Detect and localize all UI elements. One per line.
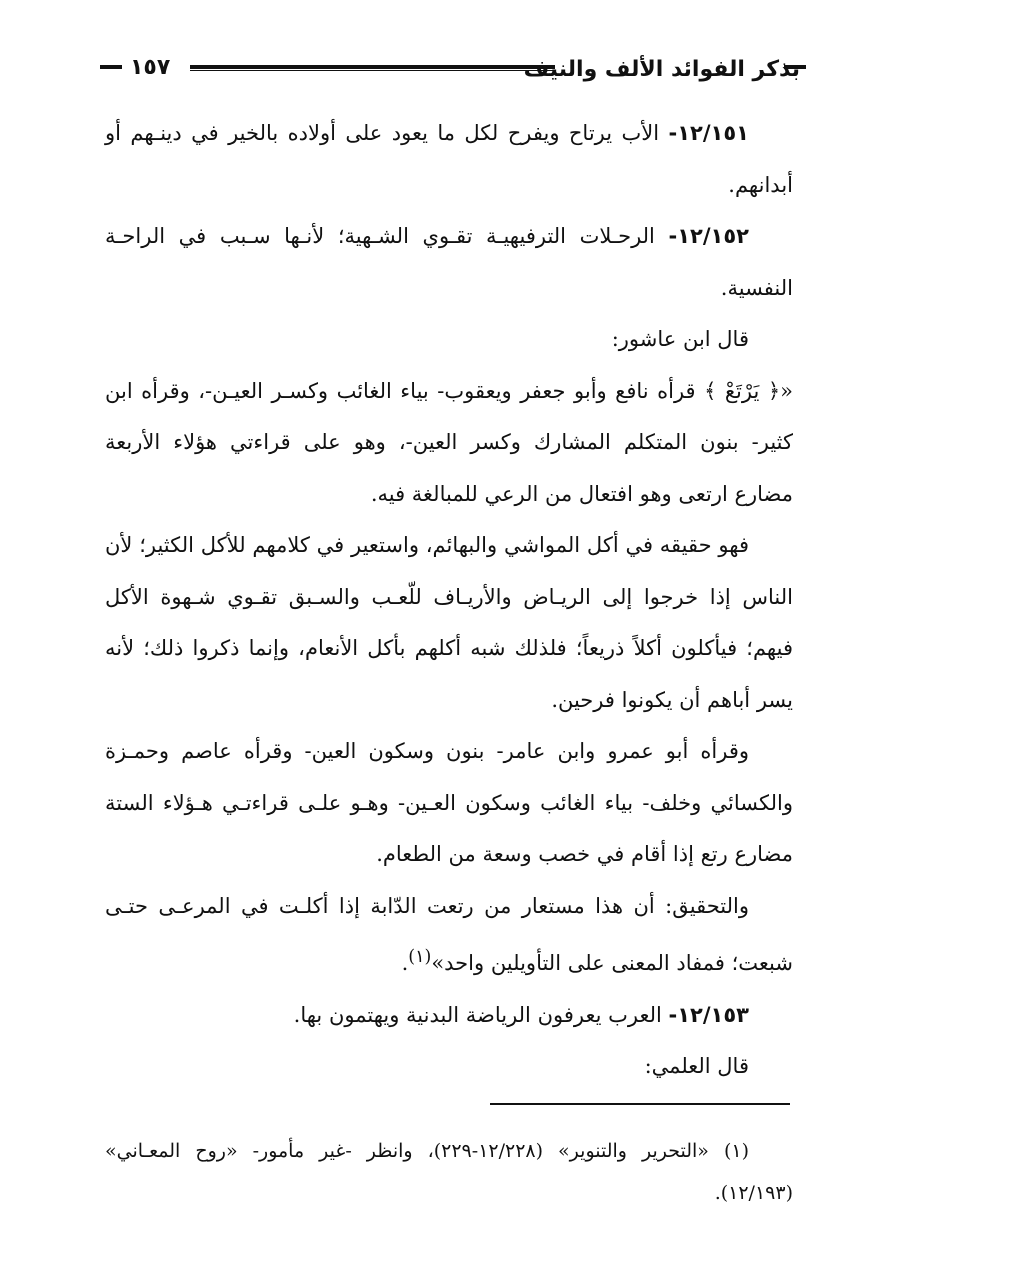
header-dash-left — [100, 65, 122, 69]
footnote-separator — [490, 1103, 790, 1105]
quote-tail: . — [401, 951, 409, 975]
quote-paragraph — [105, 881, 793, 990]
header-rule — [190, 65, 555, 71]
item-text: العرب يعرفون الرياضة البدنية ويهتمون بها. — [293, 1002, 669, 1027]
quote-intro: قال العلمي: — [644, 1054, 749, 1078]
quote-paragraph: وقرأه أبو عمرو وابن عامر- بنون وسكون العين- وقرأه عاصم وحمـزة والكسائي وخلف- بياء الغائب وسكون العـين- وهـو علـى قراءتـي هـؤلاء الستة مضارع رتع إذا أقام في خصب وسعة من الطعام. — [105, 739, 793, 866]
item-text: الأب يرتاح ويفرح لكل ما يعود على أولاده بالخير في دينـهم أو أبدانهم. — [105, 121, 793, 197]
item-152 — [105, 211, 793, 314]
quote-paragraph: فهو حقيقه في أكل المواشي والبهائم، واستعير في كلامهم للأكل الكثير؛ لأن الناس إذا خرجوا إلى الريـاض والأريـاف للّعـب والسـبق تقـوي شـهوة الأكل فيهم؛ فيأكلون أكلاً ذريعاً؛ فلذلك شبه أكلهم بأكل الأنعام، وإنما ذكروا ذلك؛ لأنه يسر أباهم أن يكونوا فرحين. — [105, 533, 793, 712]
item-number: ١٢/١٥١- — [668, 121, 749, 145]
item-153 — [105, 990, 793, 1042]
page-header — [100, 52, 800, 92]
footnote-1: (١) «التحرير والتنوير» (١٢/٢٢٨-٢٢٩)، وانظر -غير مأمور- «روح المعـاني» (١٢/١٩٣). — [105, 1140, 793, 1204]
quote-intro: قال ابن عاشور: — [611, 327, 749, 351]
item-number: ١٢/١٥٢- — [668, 224, 749, 248]
item-number: ١٢/١٥٣- — [668, 1002, 749, 1027]
quote-text: والتحقيق: أن هذا مستعار من رتعت الدّابة إذا أكلـت في المرعـى حتـى شبعت؛ فمفاد المعنى على التأويلين واحد» — [105, 893, 793, 975]
page-body — [105, 108, 793, 1093]
page-number: ١٥٧ — [130, 55, 171, 80]
running-title — [524, 56, 800, 84]
footnote-marker: (١) — [408, 947, 432, 967]
quote-paragraph: «﴿ يَرْتَعْ ﴾ قرأه نافع وأبو جعفر ويعقوب- بياء الغائب وكسـر العيـن-، وقرأه ابن كثير- بنون المتكلم المشارك وكسر العين-، وهو على قراءتي هؤلاء الأربعة مضارع ارتعى وهو افتعال من الرعي للمبالغة فيه. — [105, 378, 793, 506]
item-151 — [105, 108, 793, 211]
item-text: الرحـلات الترفيهيـة تقـوي الشـهية؛ لأنـها سـبب في الراحـة النفسية. — [105, 224, 793, 300]
running-title-text: بذكر الفوائد الألف والنيف — [523, 57, 800, 82]
header-dash-right — [784, 65, 806, 69]
footnotes — [105, 1130, 793, 1214]
